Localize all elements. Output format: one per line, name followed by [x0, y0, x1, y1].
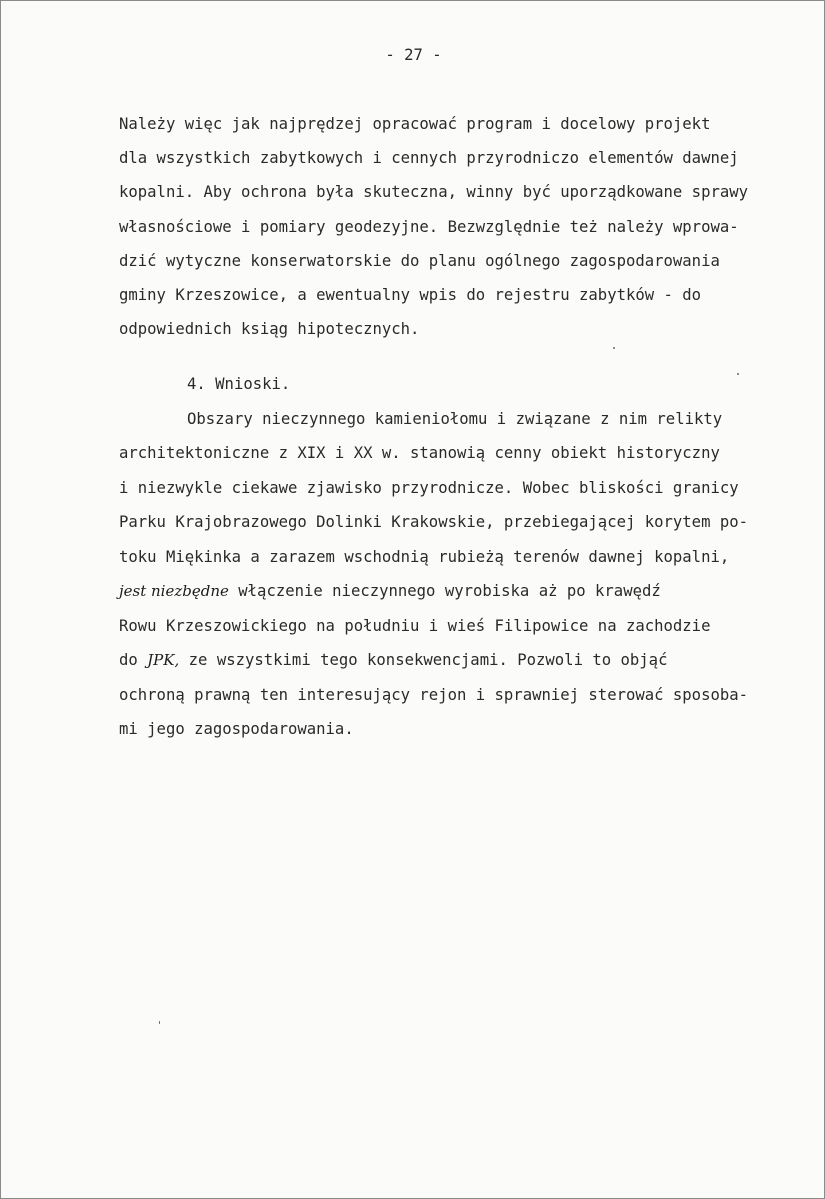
text-line: Należy więc jak najprędzej opracować program i docelowy projekt: [119, 115, 711, 133]
text-line: kopalni. Aby ochrona była skuteczna, winny być uporządkowane sprawy: [119, 183, 749, 202]
page-number: - 27 -: [385, 46, 442, 64]
text-line: gminy Krzeszowice, a ewentualny wpis do rejestru zabytków - do: [119, 286, 702, 305]
text-line: Rowu Krzeszowickiego na południu i wieś Filipowice na zachodzie: [119, 616, 711, 635]
text-line: architektoniczne z XIX i XX w. stanowią cenny obiekt historyczny: [119, 444, 720, 462]
paper-speck: [613, 347, 615, 349]
text-line: własnościowe i pomiary geodezyjne. Bezwzględnie też należy wprowa-: [119, 217, 739, 236]
text-line: Parku Krajobrazowego Dolinki Krakowskie, przebiegającej korytem po-: [119, 513, 749, 531]
text-line: mi jego zagospodarowania.: [119, 720, 354, 738]
text-line: odpowiednich ksiąg hipotecznych.: [119, 320, 420, 339]
text-line: i niezwykle ciekawe zjawisko przyrodnicze. Wobec bliskości granicy: [119, 478, 739, 497]
text-line: jest niezbędne włączenie nieczynnego wyrobiska aż po krawędź: [119, 582, 661, 600]
paragraph-property-protection: [119, 107, 748, 346]
text-line: dzić wytyczne konserwatorskie do planu ogólnego zagospodarowania: [119, 251, 720, 270]
handwritten-insertion: JPK,: [147, 651, 180, 669]
section-conclusions: [119, 367, 748, 747]
paper-speck: [159, 1021, 160, 1024]
text-line: Obszary nieczynnego kamieniołomu i związane z nim relikty: [187, 409, 723, 428]
section-heading: 4. Wnioski.: [187, 375, 291, 393]
handwritten-insertion: jest niezbędne: [119, 582, 229, 600]
text-line: ochroną prawną ten interesujący rejon i sprawniej sterować sposoba-: [119, 685, 749, 704]
text-line: toku Miękinka a zarazem wschodnią rubieżą terenów dawnej kopalni,: [119, 547, 730, 566]
paper-speck: [737, 373, 739, 375]
text-line: dla wszystkich zabytkowych i cennych przyrodniczo elementów dawnej: [119, 149, 739, 168]
text-line: do JPK, ze wszystkimi tego konsekwencjami. Pozwoli to objąć: [119, 651, 668, 669]
